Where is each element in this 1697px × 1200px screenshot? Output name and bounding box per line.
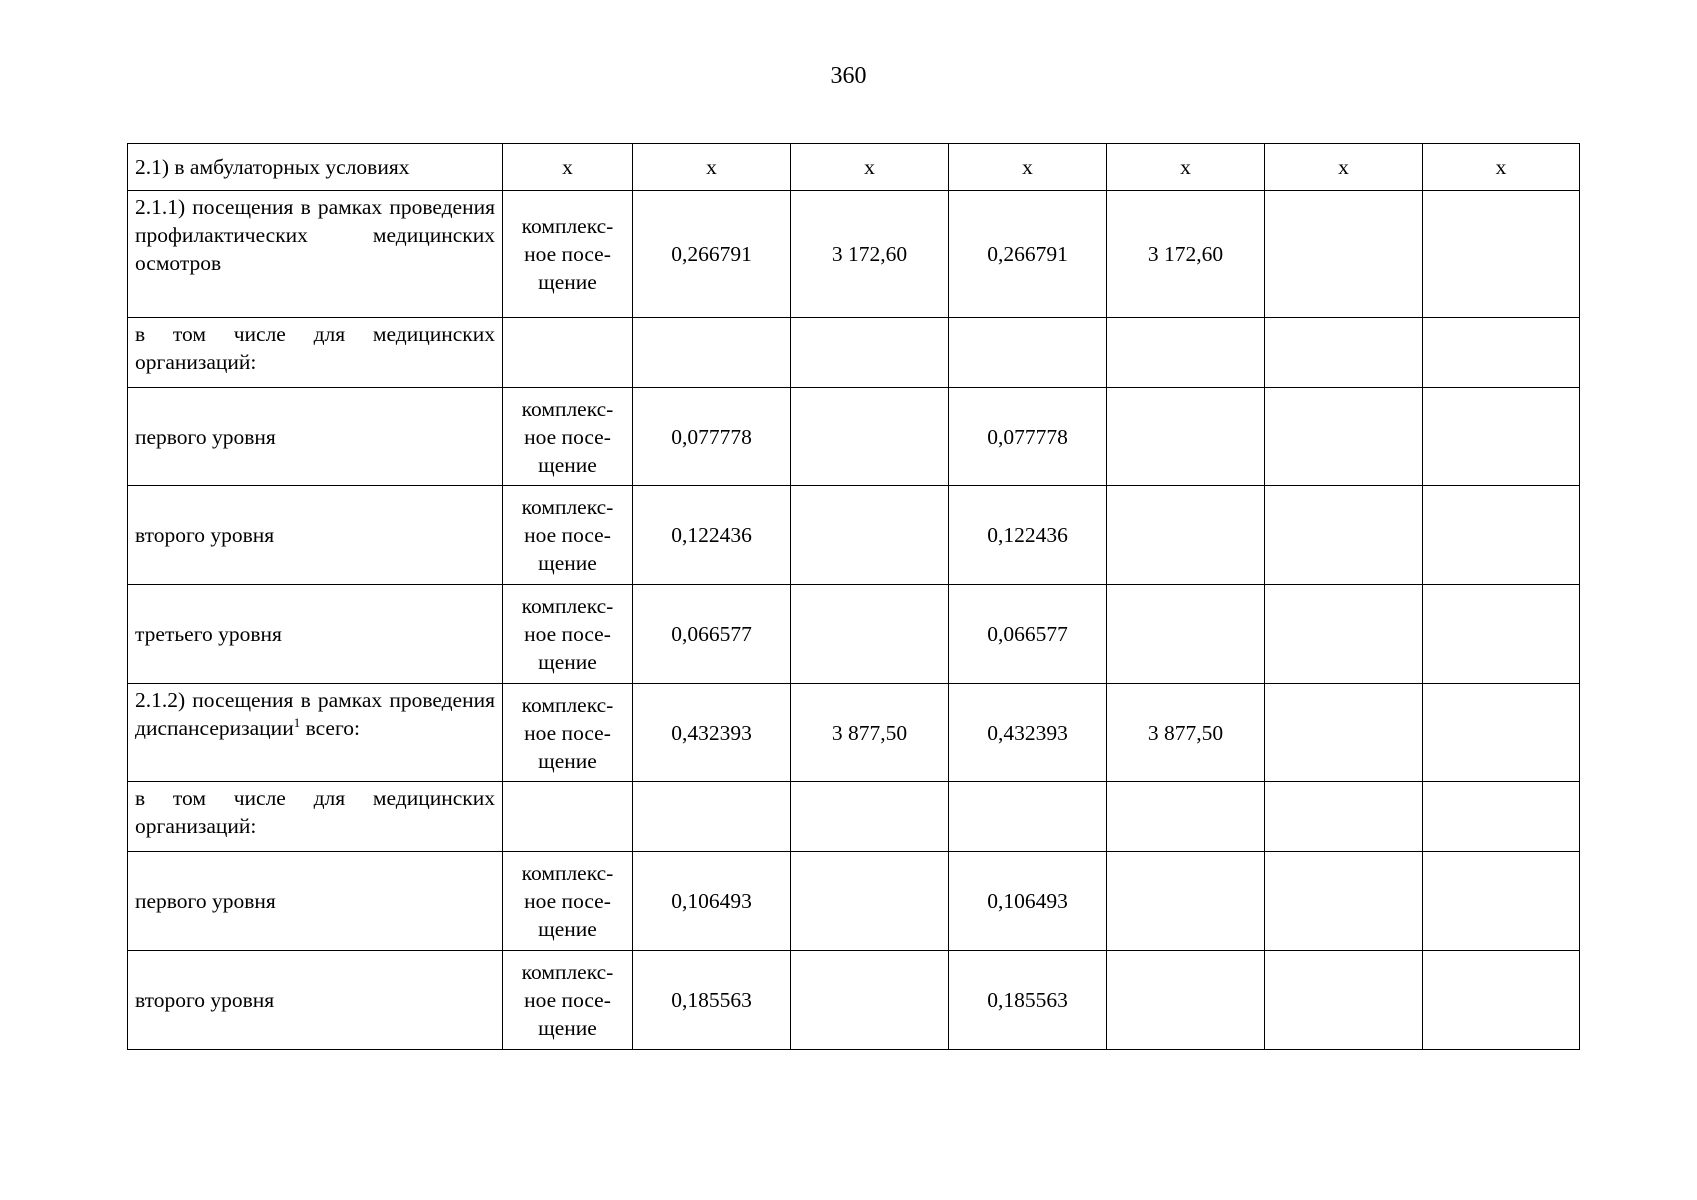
cell-value: 0,122436 (987, 523, 1068, 547)
row-name: 2.1) в амбулаторных условиях (135, 155, 410, 179)
cell-value: 0,066577 (671, 622, 752, 646)
unit-text: комплекс- (521, 495, 614, 519)
table-row (128, 852, 1580, 951)
table-body (128, 144, 1580, 1050)
value-cell (1423, 951, 1580, 1050)
value-cell (633, 191, 791, 318)
row-name: первого уровня (135, 424, 276, 449)
unit-text: ное посе- (524, 622, 611, 646)
value-cell (633, 951, 791, 1050)
unit-text: ное посе- (524, 889, 611, 913)
unit-text: комплекс- (521, 214, 614, 238)
row-name: второго уровня (135, 523, 275, 547)
unit-cell (503, 318, 633, 388)
cell-value: х (864, 155, 875, 179)
cell-value: х (1180, 155, 1191, 179)
data-table (127, 143, 1580, 1050)
value-cell (633, 684, 791, 782)
row-name-tail: всего: (300, 716, 360, 740)
value-cell (1265, 144, 1423, 191)
value-cell (1423, 144, 1580, 191)
value-cell (1265, 585, 1423, 684)
value-cell (791, 585, 949, 684)
row-name-cell (128, 684, 503, 782)
cell-value: 0,106493 (987, 889, 1068, 913)
value-cell (791, 852, 949, 951)
row-name: 2.1.2) посещения в рамках проведения диспансеризации (135, 688, 495, 740)
unit-cell (503, 951, 633, 1050)
value-cell (1107, 852, 1265, 951)
value-cell (791, 486, 949, 585)
value-cell (949, 318, 1107, 388)
value-cell (1265, 951, 1423, 1050)
unit-text: комплекс- (521, 396, 614, 421)
value-cell (1265, 782, 1423, 852)
cell-value: 3 877,50 (1147, 720, 1224, 745)
value-cell (1107, 782, 1265, 852)
value-cell (1107, 318, 1265, 388)
unit-text: комплекс- (521, 594, 614, 618)
unit-cell (503, 684, 633, 782)
row-name-cell (128, 852, 503, 951)
value-cell (633, 318, 791, 388)
unit-text: щение (538, 650, 597, 674)
table-row (128, 388, 1580, 486)
row-name-cell (128, 191, 503, 318)
footnote-marker: 1 (293, 714, 301, 730)
value-cell (1423, 191, 1580, 318)
table-row (128, 782, 1580, 852)
value-cell (1423, 318, 1580, 388)
cell-value: 0,077778 (671, 424, 752, 449)
row-name: 2.1.1) посещения в рамках проведения профилактических медицинских осмотров (135, 195, 495, 275)
value-cell (1423, 782, 1580, 852)
unit-cell (503, 144, 633, 191)
unit-cell (503, 585, 633, 684)
row-name-cell (128, 318, 503, 388)
value-cell (633, 782, 791, 852)
value-cell (633, 585, 791, 684)
unit-text: ное посе- (524, 424, 611, 449)
value-cell (633, 852, 791, 951)
cell-value: 0,077778 (987, 424, 1068, 449)
cell-value: 3 172,60 (831, 242, 908, 266)
row-name: третьего уровня (135, 622, 282, 646)
row-name-cell (128, 486, 503, 585)
value-cell (1265, 191, 1423, 318)
cell-value: х (706, 155, 717, 179)
value-cell (791, 782, 949, 852)
value-cell (1265, 852, 1423, 951)
table-row (128, 585, 1580, 684)
value-cell (949, 191, 1107, 318)
value-cell (1423, 388, 1580, 486)
row-name-cell (128, 585, 503, 684)
row-name-cell (128, 144, 503, 191)
row-name: второго уровня (135, 988, 275, 1012)
value-cell (1107, 585, 1265, 684)
cell-value: х (1022, 155, 1033, 179)
value-cell (1265, 486, 1423, 585)
value-cell (1265, 318, 1423, 388)
unit-cell (503, 782, 633, 852)
value-cell (949, 585, 1107, 684)
value-cell (1265, 684, 1423, 782)
value-cell (949, 684, 1107, 782)
unit-text: комплекс- (521, 960, 614, 984)
value-cell (1423, 585, 1580, 684)
cell-value: 0,185563 (671, 988, 752, 1012)
unit-text: щение (538, 748, 597, 773)
cell-value: х (1495, 155, 1507, 179)
table-row (128, 144, 1580, 191)
value-cell (791, 951, 949, 1050)
value-cell (1107, 684, 1265, 782)
unit-text: щение (538, 917, 597, 941)
value-cell (791, 144, 949, 191)
value-cell (633, 486, 791, 585)
table-row (128, 486, 1580, 585)
unit-text: комплекс- (521, 861, 614, 885)
cell-value: 3 172,60 (1147, 242, 1224, 266)
unit-cell (503, 388, 633, 486)
value-cell (1423, 684, 1580, 782)
cell-value: 0,106493 (671, 889, 752, 913)
row-name: в том числе для медицинских организаций: (135, 322, 495, 374)
table-row (128, 684, 1580, 782)
unit-text: щение (538, 270, 597, 294)
value-cell (633, 144, 791, 191)
value-cell (1107, 144, 1265, 191)
unit-text: ное посе- (524, 523, 611, 547)
unit-cell (503, 191, 633, 318)
table-row (128, 951, 1580, 1050)
cell-value: 0,432393 (987, 720, 1068, 745)
value-cell (949, 388, 1107, 486)
value-cell (949, 951, 1107, 1050)
table-row (128, 318, 1580, 388)
value-cell (791, 191, 949, 318)
cell-value: 0,266791 (987, 242, 1068, 266)
cell-value: 0,122436 (671, 523, 752, 547)
page-number: 360 (830, 63, 867, 89)
unit-text: щение (538, 551, 597, 575)
unit-text: щение (538, 1016, 597, 1040)
unit-text: щение (538, 452, 597, 477)
row-name: первого уровня (135, 889, 276, 913)
value-cell (1423, 486, 1580, 585)
unit-text: ное посе- (524, 242, 611, 266)
value-cell (1107, 951, 1265, 1050)
unit-cell (503, 486, 633, 585)
value-cell (1107, 191, 1265, 318)
unit-text: комплекс- (521, 692, 614, 717)
row-name: в том числе для медицинских организаций: (135, 786, 495, 838)
value-cell (949, 486, 1107, 585)
unit-text: ное посе- (524, 720, 611, 745)
value-cell (1107, 486, 1265, 585)
cell-value: 0,266791 (671, 242, 752, 266)
row-name-cell (128, 951, 503, 1050)
cell-value: 3 877,50 (831, 720, 908, 745)
value-cell (949, 144, 1107, 191)
cell-value: 0,185563 (987, 988, 1068, 1012)
value-cell (791, 318, 949, 388)
row-name-cell (128, 782, 503, 852)
value-cell (633, 388, 791, 486)
cell-value: 0,432393 (671, 720, 752, 745)
row-name-cell (128, 388, 503, 486)
unit-text: ное посе- (524, 988, 611, 1012)
value-cell (1107, 388, 1265, 486)
table-row (128, 191, 1580, 318)
value-cell (1265, 388, 1423, 486)
unit-cell (503, 852, 633, 951)
value-cell (949, 852, 1107, 951)
cell-value: 0,066577 (987, 622, 1068, 646)
value-cell (949, 782, 1107, 852)
value-cell (791, 684, 949, 782)
unit-text: х (562, 155, 573, 179)
cell-value: х (1338, 155, 1349, 179)
value-cell (791, 388, 949, 486)
value-cell (1423, 852, 1580, 951)
